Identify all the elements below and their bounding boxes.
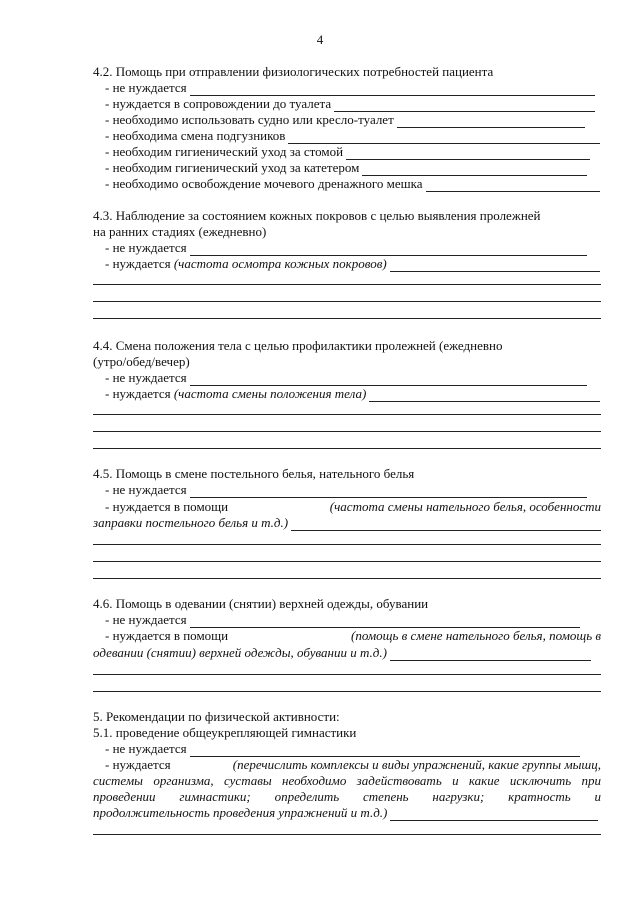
section-4-3-title-line-2: на ранних стадиях (ежедневно) (93, 224, 267, 239)
s45-needed-line-2[interactable]: заправки постельного белья и т.д.) (93, 515, 601, 531)
s5-needed-line-2: системы организма, суставы необходимо задействовать и какие исключить при (93, 773, 601, 788)
s42-item-4-field[interactable] (288, 131, 600, 144)
s42-item-6[interactable]: - необходим гигиенический уход за катетером (105, 160, 587, 176)
s45-blank-line-3[interactable] (93, 578, 601, 579)
s46-needed-field[interactable] (390, 648, 591, 661)
s42-item-3-field[interactable] (397, 115, 585, 128)
s44-blank-line-2[interactable] (93, 431, 601, 432)
section-4-3-title-line-1: 4.3. Наблюдение за состоянием кожных покровов с целью выявления пролежней (93, 208, 541, 223)
s43-blank-line-3[interactable] (93, 318, 601, 319)
s42-item-6-field[interactable] (362, 163, 587, 176)
s5-blank-line-1[interactable] (93, 834, 601, 835)
s45-blank-line-1[interactable] (93, 544, 601, 545)
s45-not-needed-field[interactable] (190, 485, 587, 498)
s5-needed-field[interactable] (390, 808, 598, 821)
s46-needed-line-1: - нуждается в помощи (помощь в смене нательного белья, помощь в (105, 628, 601, 643)
section-5-title: 5. Рекомендации по физической активности: (93, 709, 340, 724)
s5-not-needed[interactable]: - не нуждается (105, 741, 580, 757)
section-4-6-title: 4.6. Помощь в одевании (снятии) верхней одежды, обувании (93, 596, 429, 611)
s42-item-2[interactable]: - нуждается в сопровождении до туалета (105, 96, 595, 112)
page-number: 4 (316, 32, 324, 47)
s5-needed-line-4[interactable]: продолжительность проведения упражнений и т.д.) (93, 805, 598, 821)
s44-not-needed[interactable]: - не нуждается (105, 370, 587, 386)
s45-not-needed[interactable]: - не нуждается (105, 482, 587, 498)
section-4-5-title: 4.5. Помощь в смене постельного белья, нательного белья (93, 466, 415, 481)
s43-not-needed[interactable]: - не нуждается (105, 240, 587, 256)
s44-not-needed-field[interactable] (190, 373, 587, 386)
s46-not-needed[interactable]: - не нуждается (105, 612, 580, 628)
s42-item-5[interactable]: - необходим гигиенический уход за стомой (105, 144, 590, 160)
s44-blank-line-1[interactable] (93, 414, 601, 415)
s43-needed-field[interactable] (390, 259, 600, 272)
s45-needed-field[interactable] (291, 518, 601, 531)
s46-not-needed-field[interactable] (190, 615, 580, 628)
s46-blank-line-2[interactable] (93, 691, 601, 692)
s43-blank-line-1[interactable] (93, 284, 601, 285)
section-4-4-title-line-1: 4.4. Смена положения тела с целью профилактики пролежней (ежедневно (93, 338, 503, 353)
s44-needed-field[interactable] (369, 389, 600, 402)
s45-blank-line-2[interactable] (93, 561, 601, 562)
s5-needed-line-3: проведении гимнастики; определить степень нагрузки; кратность и (93, 789, 601, 804)
s44-needed[interactable]: - нуждается (частота смены положения тела) (105, 386, 600, 402)
s42-item-1-field[interactable] (190, 83, 595, 96)
section-5-1-title: 5.1. проведение общеукрепляющей гимнастики (93, 725, 357, 740)
s42-item-4[interactable]: - необходима смена подгузников (105, 128, 600, 144)
s46-blank-line-1[interactable] (93, 674, 601, 675)
s43-blank-line-2[interactable] (93, 301, 601, 302)
s43-needed[interactable]: - нуждается (частота осмотра кожных покровов) (105, 256, 600, 272)
s42-item-5-field[interactable] (346, 147, 590, 160)
s43-not-needed-field[interactable] (190, 243, 587, 256)
s5-needed-line-1: - нуждается (перечислить комплексы и виды упражнений, какие группы мышц, (105, 757, 601, 772)
s5-not-needed-field[interactable] (190, 744, 580, 757)
s42-item-2-field[interactable] (334, 99, 595, 112)
section-4-2-title: 4.2. Помощь при отправлении физиологических потребностей пациента (93, 64, 494, 79)
s44-blank-line-3[interactable] (93, 448, 601, 449)
s42-item-7[interactable]: - необходимо освобождение мочевого дренажного мешка (105, 176, 600, 192)
s42-item-7-field[interactable] (426, 179, 600, 192)
s46-needed-line-2[interactable]: одевании (снятии) верхней одежды, обувании и т.д.) (93, 645, 591, 661)
s42-item-1[interactable]: - не нуждается (105, 80, 595, 96)
section-4-4-title-line-2: (утро/обед/вечер) (93, 354, 190, 369)
s42-item-3[interactable]: - необходимо использовать судно или кресло-туалет (105, 112, 585, 128)
s45-needed-line-1: - нуждается в помощи (частота смены нательного белья, особенности (105, 499, 601, 514)
